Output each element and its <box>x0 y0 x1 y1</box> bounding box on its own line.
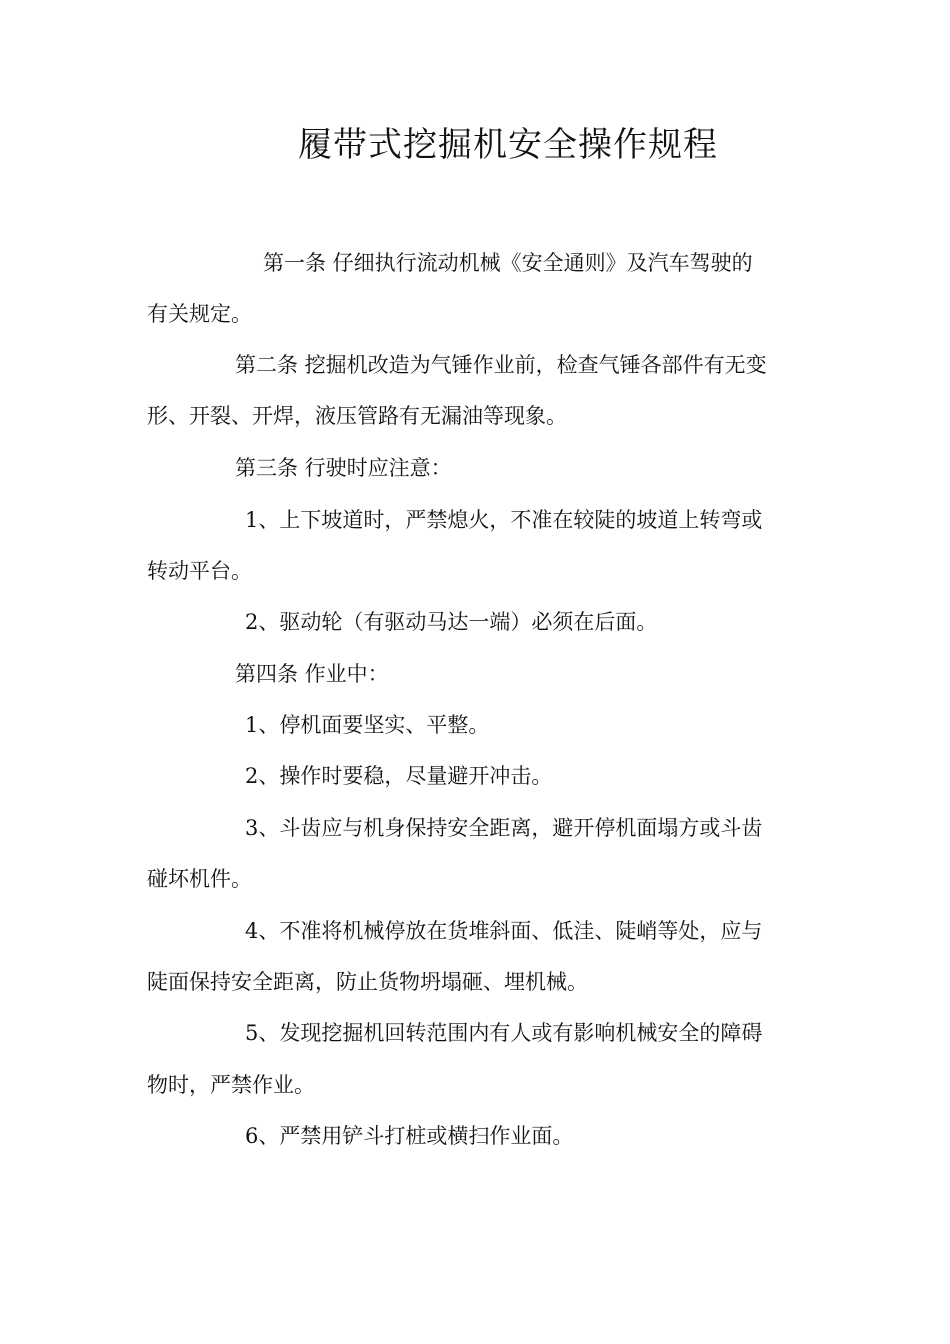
article-2-line-2: 形、开裂、开焊，液压管路有无漏油等现象。 <box>147 404 567 428</box>
article-4-item-4-line-1: 4、不准将机械停放在货堆斜面、低洼、陡峭等处，应与 <box>245 919 763 943</box>
article-3-heading: 第三条 行驶时应注意： <box>235 456 452 480</box>
article-4-item-6: 6、严禁用铲斗打桩或横扫作业面。 <box>245 1124 574 1148</box>
article-3-item-2: 2、驱动轮（有驱动马达一端）必须在后面。 <box>245 610 658 634</box>
article-3-item-1-line-2: 转动平台。 <box>147 559 252 583</box>
article-4-item-3-line-2: 碰坏机件。 <box>147 867 252 891</box>
article-4-item-5-line-1: 5、发现挖掘机回转范围内有人或有影响机械安全的障碍 <box>245 1021 763 1045</box>
article-1-line-2: 有关规定。 <box>147 302 252 326</box>
article-1-line-1: 第一条 仔细执行流动机械《安全通则》及汽车驾驶的 <box>263 251 753 275</box>
article-4-item-5-line-2: 物时，严禁作业。 <box>147 1073 315 1097</box>
article-3-item-1-line-1: 1、上下坡道时，严禁熄火，不准在较陡的坡道上转弯或 <box>245 508 763 532</box>
document-title: 履带式挖掘机安全操作规程 <box>298 125 718 165</box>
article-4-item-2: 2、操作时要稳，尽量避开冲击。 <box>245 764 553 788</box>
article-4-item-1: 1、停机面要坚实、平整。 <box>245 713 490 737</box>
article-2-line-1: 第二条 挖掘机改造为气锤作业前，检查气锤各部件有无变 <box>235 353 767 377</box>
article-4-item-3-line-1: 3、斗齿应与机身保持安全距离，避开停机面塌方或斗齿 <box>245 816 763 840</box>
article-4-heading: 第四条 作业中： <box>235 662 389 686</box>
article-4-item-4-line-2: 陡面保持安全距离，防止货物坍塌砸、埋机械。 <box>147 970 588 994</box>
